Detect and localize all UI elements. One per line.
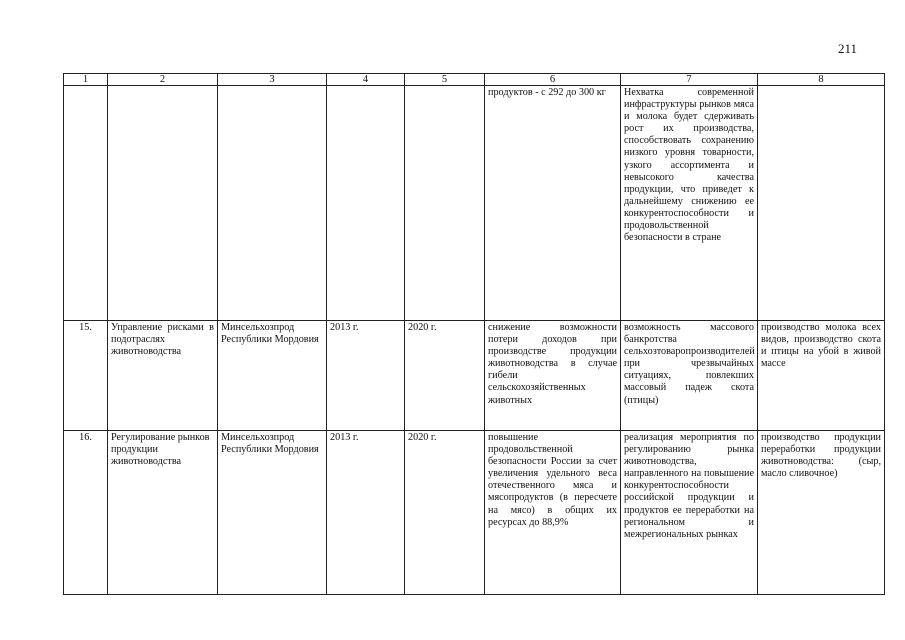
executor <box>218 86 327 321</box>
column-number: 1 <box>64 74 108 86</box>
end-year <box>405 86 485 321</box>
consequences: возможность массового банкротства сельхозтоваропроизводителей при чрезвычайных ситуациях, повлекших массовый падеж скота (птицы) <box>621 321 758 431</box>
program-table <box>63 73 885 595</box>
row-number: 16. <box>64 431 108 595</box>
column-number: 7 <box>621 74 758 86</box>
row-number: 15. <box>64 321 108 431</box>
measure-name: Регулирование рынков продукции животноводства <box>108 431 218 595</box>
executor: Минсельхозпрод Республики Мордовия <box>218 431 327 595</box>
column-number: 2 <box>108 74 218 86</box>
start-year <box>327 86 405 321</box>
measure-name <box>108 86 218 321</box>
start-year: 2013 г. <box>327 321 405 431</box>
table-row <box>64 321 885 431</box>
start-year: 2013 г. <box>327 431 405 595</box>
indicators: производство продукции переработки продукции животноводства: (сыр, масло сливочное) <box>758 431 885 595</box>
consequences: реализация мероприятия по регулированию рынка животноводства, направленного на повышение конкурентоспособности российской продукции и продуктов ее переработки на региональном и межрегиональных рынках <box>621 431 758 595</box>
indicators <box>758 86 885 321</box>
expected-result: повышение продовольственной безопасности России за счет увеличения удельного веса отечественного мяса и мясопродуктов (в пересчете на мясо) в общих их ресурсах до 88,9% <box>485 431 621 595</box>
table-row <box>64 86 885 321</box>
end-year: 2020 г. <box>405 431 485 595</box>
expected-result: снижение возможности потери доходов при производстве продукции животноводства в случае гибели сельскохозяйственных животных <box>485 321 621 431</box>
column-number: 8 <box>758 74 885 86</box>
consequences: Нехватка современной инфраструктуры рынков мяса и молока будет сдерживать рост их производства, способствовать сохранению низкого уровня товарности, узкого ассортимента и невысокого качества продукции, что приведет к дальнейшему снижению ее конкурентоспособности и продовольственной безопасности в стране <box>621 86 758 321</box>
page-number: 211 <box>838 41 858 56</box>
column-number: 5 <box>405 74 485 86</box>
column-number: 3 <box>218 74 327 86</box>
executor: Минсельхозпрод Республики Мордовия <box>218 321 327 431</box>
measure-name: Управление рисками в подотраслях животноводства <box>108 321 218 431</box>
row-number <box>64 86 108 321</box>
indicators: производство молока всех видов, производство скота и птицы на убой в живой массе <box>758 321 885 431</box>
expected-result: продуктов - с 292 до 300 кг <box>485 86 621 321</box>
table-row <box>64 431 885 595</box>
column-number: 4 <box>327 74 405 86</box>
column-number: 6 <box>485 74 621 86</box>
column-number-row <box>64 74 885 86</box>
end-year: 2020 г. <box>405 321 485 431</box>
